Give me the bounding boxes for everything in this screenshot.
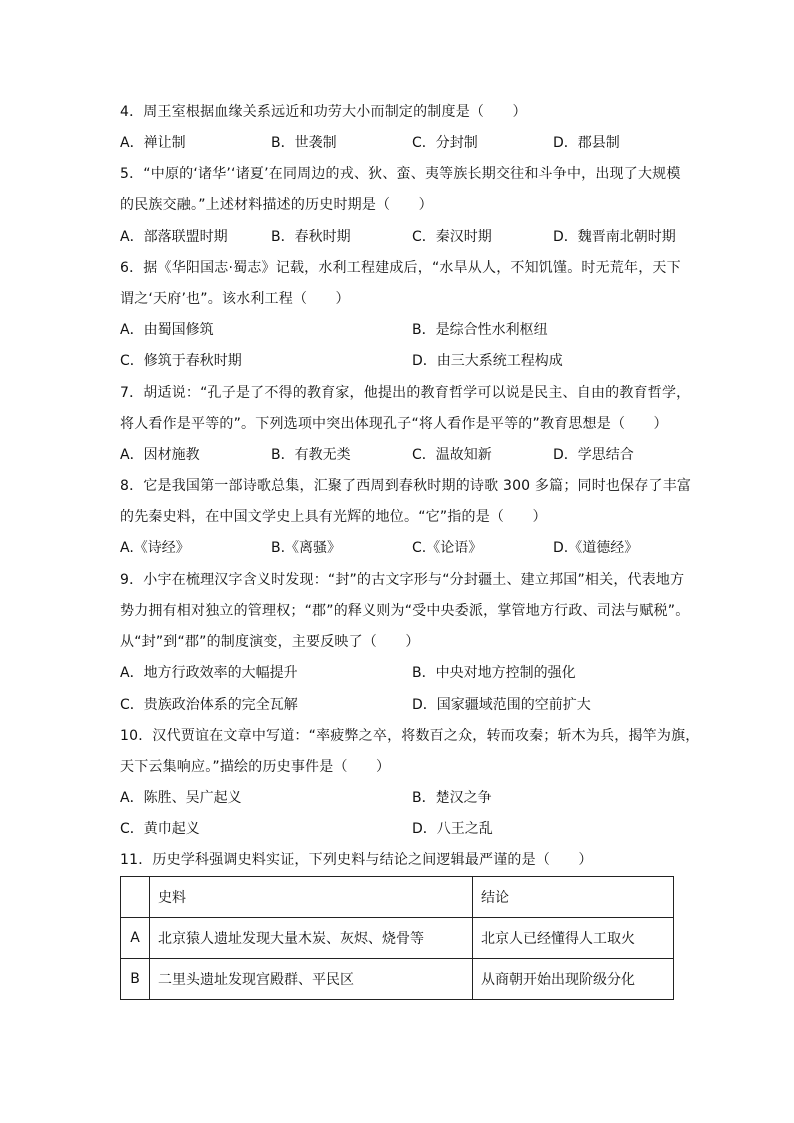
option-b[interactable]: B．春秋时期 xyxy=(271,229,351,245)
table-cell: B xyxy=(121,959,150,1000)
question-4-options xyxy=(120,133,680,153)
option-b[interactable]: B．中央对地方控制的强化 xyxy=(412,665,576,681)
question-10-text-line-1: 10．汉代贾谊在文章中写道：“率疲弊之卒，将数百之众，转而攻秦；斩木为兵，揭竿为旗， xyxy=(120,728,700,744)
question-8-text-line-2: 的先秦史料，在中国文学史上具有光辉的地位。“它”指的是（ ） xyxy=(120,509,547,525)
table-header-cell: 史料 xyxy=(150,877,473,918)
option-a[interactable]: A.《诗经》 xyxy=(120,540,190,556)
table-cell: 二里头遗址发现宫殿群、平民区 xyxy=(150,959,473,1000)
question-6-text-line-2: 谓之‘天府’也”。该水利工程（ ） xyxy=(120,291,350,307)
question-6-options-row-1 xyxy=(120,320,680,340)
question-9-options-row-2 xyxy=(120,695,680,715)
option-c[interactable]: C.《论语》 xyxy=(412,540,483,556)
option-b[interactable]: B．世袭制 xyxy=(271,135,337,151)
option-d[interactable]: D.《道德经》 xyxy=(553,540,639,556)
question-10-options-row-2 xyxy=(120,819,680,839)
table-header-cell: 结论 xyxy=(473,877,674,918)
question-7-text-line-2: 将人看作是平等的”。下列选项中突出体现孔子“将人看作是平等的”教育思想是（ ） xyxy=(120,416,668,432)
option-a[interactable]: A．陈胜、吴广起义 xyxy=(120,790,242,806)
option-a[interactable]: A．因材施教 xyxy=(120,447,200,463)
option-d[interactable]: D．由三大系统工程构成 xyxy=(412,353,563,369)
question-6-text-line-1: 6．据《华阳国志·蜀志》记载，水利工程建成后，“水旱从人，不知饥馑。时无荒年，天下 xyxy=(120,260,681,276)
table-row xyxy=(121,918,674,959)
table-row xyxy=(121,959,674,1000)
question-5-text-line-2: 的民族交融。”上述材料描述的历史时期是（ ） xyxy=(120,197,433,213)
question-9-options-row-1 xyxy=(120,663,680,683)
option-a[interactable]: A．禅让制 xyxy=(120,135,186,151)
question-11-text: 11．历史学科强调史料实证，下列史料与结论之间逻辑最严谨的是（ ） xyxy=(120,852,593,868)
option-a[interactable]: A．部落联盟时期 xyxy=(120,229,228,245)
option-a[interactable]: A．由蜀国修筑 xyxy=(120,322,214,338)
table-cell: 从商朝开始出现阶级分化 xyxy=(473,959,674,1000)
question-6-options-row-2 xyxy=(120,351,680,371)
question-9-text-line-3: 从“封”到“郡”的制度演变，主要反映了（ ） xyxy=(120,634,420,650)
option-c[interactable]: C．黄巾起义 xyxy=(120,821,200,837)
question-10-text-line-2: 天下云集响应。”描绘的历史事件是（ ） xyxy=(120,759,391,775)
table-header-row xyxy=(121,877,674,918)
question-7-text-line-1: 7．胡适说：“孔子是了不得的教育家，他提出的教育哲学可以说是民主、自由的教育哲学， xyxy=(120,385,691,401)
option-c[interactable]: C．秦汉时期 xyxy=(412,229,492,245)
table-cell: 北京人已经懂得人工取火 xyxy=(473,918,674,959)
question-9-text-line-2: 势力拥有相对独立的管理权；“郡”的释义则为“受中央委派，掌管地方行政、司法与赋税”。 xyxy=(120,603,690,619)
option-b[interactable]: B．是综合性水利枢纽 xyxy=(412,322,548,338)
option-a[interactable]: A．地方行政效率的大幅提升 xyxy=(120,665,298,681)
question-10-options-row-1 xyxy=(120,788,680,808)
option-c[interactable]: C．分封制 xyxy=(412,135,478,151)
option-d[interactable]: D．八王之乱 xyxy=(412,821,493,837)
option-d[interactable]: D．学思结合 xyxy=(553,447,634,463)
question-8-text-line-1: 8．它是我国第一部诗歌总集，汇聚了西周到春秋时期的诗歌 300 多篇；同时也保存了丰富 xyxy=(120,478,692,494)
table-cell: A xyxy=(121,918,150,959)
option-c[interactable]: C．贵族政治体系的完全瓦解 xyxy=(120,697,298,713)
table-cell: 北京猿人遗址发现大量木炭、灰烬、烧骨等 xyxy=(150,918,473,959)
question-7-options xyxy=(120,445,680,465)
option-b[interactable]: B．有教无类 xyxy=(271,447,351,463)
question-9-text-line-1: 9．小宇在梳理汉字含义时发现：“封”的古文字形与“分封疆土、建立邦国”相关，代表地方 xyxy=(120,572,685,588)
table-header-cell xyxy=(121,877,150,918)
evidence-table xyxy=(120,876,674,1000)
option-d[interactable]: D．魏晋南北朝时期 xyxy=(553,229,676,245)
question-4-text: 4．周王室根据血缘关系远近和功劳大小而制定的制度是（ ） xyxy=(120,104,527,120)
question-8-options xyxy=(120,538,680,558)
option-b[interactable]: B．楚汉之争 xyxy=(412,790,492,806)
question-5-text-line-1: 5．“中原的‘诸华’‘诸夏’在同周边的戎、狄、蛮、夷等族长期交往和斗争中，出现了大规模 xyxy=(120,166,681,182)
option-c[interactable]: C．修筑于春秋时期 xyxy=(120,353,242,369)
option-d[interactable]: D．郡县制 xyxy=(553,135,620,151)
option-b[interactable]: B.《离骚》 xyxy=(271,540,342,556)
question-5-options xyxy=(120,227,680,247)
option-d[interactable]: D．国家疆域范围的空前扩大 xyxy=(412,697,591,713)
option-c[interactable]: C．温故知新 xyxy=(412,447,492,463)
